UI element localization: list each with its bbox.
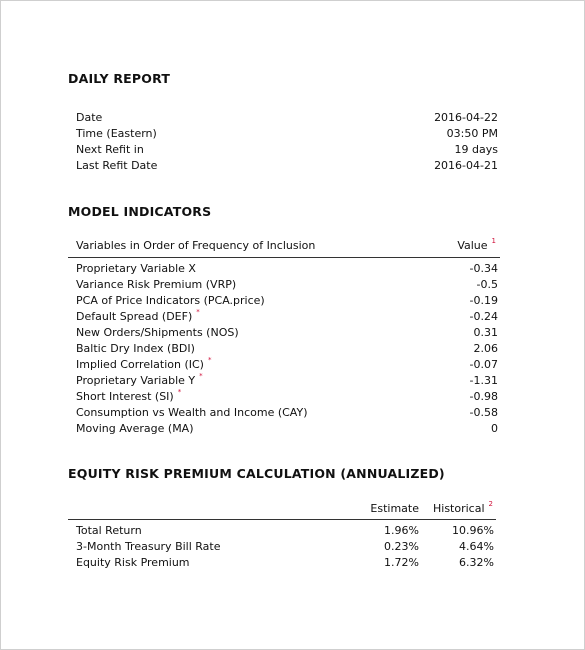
daily-report-title: DAILY REPORT xyxy=(68,71,171,86)
table-row xyxy=(76,262,498,278)
indicators-header-divider xyxy=(68,257,500,258)
indicator-label xyxy=(76,358,211,371)
indicator-label xyxy=(76,374,203,387)
asterisk-marker: * xyxy=(196,308,200,316)
indicator-name: Short Interest (SI) xyxy=(76,390,174,403)
table-row xyxy=(76,374,498,390)
table-row xyxy=(76,326,498,342)
table-row xyxy=(76,406,498,422)
table-row xyxy=(76,390,498,406)
table-row xyxy=(76,342,498,358)
indicator-name: Moving Average (MA) xyxy=(76,422,194,435)
report-row-value: 19 days xyxy=(454,143,498,156)
column-header-estimate: Estimate xyxy=(370,502,419,515)
column-header-variables: Variables in Order of Frequency of Inclusion xyxy=(76,239,316,252)
asterisk-marker: * xyxy=(207,356,212,364)
indicator-name: New Orders/Shipments (NOS) xyxy=(76,326,239,339)
report-row-next-refit xyxy=(76,143,498,159)
erp-row-estimate: 0.23% xyxy=(384,540,419,553)
column-header-value xyxy=(457,239,496,252)
erp-row-label: 3-Month Treasury Bill Rate xyxy=(76,540,221,553)
indicators-table-header xyxy=(76,239,498,255)
indicator-label xyxy=(76,262,200,275)
indicator-label xyxy=(76,326,243,339)
indicator-label xyxy=(76,422,198,435)
column-header-historical-text: Historical xyxy=(433,502,485,515)
table-row xyxy=(76,310,498,326)
table-row xyxy=(76,422,498,438)
report-row-label: Time (Eastern) xyxy=(76,127,157,140)
erp-row-estimate: 1.96% xyxy=(384,524,419,537)
table-row xyxy=(76,358,498,374)
report-row-value: 2016-04-21 xyxy=(434,159,498,172)
table-row xyxy=(76,524,494,540)
indicator-value: 0.31 xyxy=(473,326,498,339)
report-row-label: Next Refit in xyxy=(76,143,144,156)
indicator-value: 0 xyxy=(491,422,498,435)
indicator-name: Variance Risk Premium (VRP) xyxy=(76,278,237,291)
report-row-value: 03:50 PM xyxy=(446,127,498,140)
indicator-label xyxy=(76,342,199,355)
indicator-value: -1.31 xyxy=(469,374,498,387)
report-row-value: 2016-04-22 xyxy=(434,111,498,124)
indicator-name: Implied Correlation (IC) xyxy=(76,358,204,371)
erp-title: EQUITY RISK PREMIUM CALCULATION (ANNUALIZED) xyxy=(68,466,445,481)
report-row-time xyxy=(76,127,498,143)
indicator-value: -0.24 xyxy=(469,310,498,323)
table-row xyxy=(76,540,494,556)
erp-header-divider xyxy=(68,519,496,520)
erp-row-label: Total Return xyxy=(76,524,142,537)
table-row xyxy=(76,278,498,294)
indicator-value: -0.5 xyxy=(476,278,498,291)
indicator-label xyxy=(76,406,311,419)
erp-row-label: Equity Risk Premium xyxy=(76,556,190,569)
indicator-value: -0.07 xyxy=(469,358,498,371)
indicator-value: -0.58 xyxy=(469,406,498,419)
indicator-name: PCA of Price Indicators (PCA.price) xyxy=(76,294,265,307)
indicator-label xyxy=(76,390,181,403)
asterisk-marker: * xyxy=(199,372,203,380)
table-row xyxy=(76,294,498,310)
indicator-name: Proprietary Variable Y xyxy=(76,374,196,387)
model-indicators-title: MODEL INDICATORS xyxy=(68,204,212,219)
report-row-label: Last Refit Date xyxy=(76,159,158,172)
indicator-name: Proprietary Variable X xyxy=(76,262,196,275)
footnote-marker: 1 xyxy=(491,237,496,245)
indicator-name: Default Spread (DEF) xyxy=(76,310,193,323)
column-header-value-text: Value xyxy=(457,239,488,252)
asterisk-marker: * xyxy=(177,388,182,396)
indicator-name: Consumption vs Wealth and Income (CAY) xyxy=(76,406,308,419)
erp-row-historical: 4.64% xyxy=(459,540,494,553)
report-row-label: Date xyxy=(76,111,103,124)
footnote-marker: 2 xyxy=(488,500,493,508)
table-row xyxy=(76,556,494,572)
erp-row-estimate: 1.72% xyxy=(384,556,419,569)
indicator-value: 2.06 xyxy=(473,342,498,355)
report-row-last-refit xyxy=(76,159,498,175)
indicator-name: Baltic Dry Index (BDI) xyxy=(76,342,195,355)
erp-row-historical: 6.32% xyxy=(459,556,494,569)
column-header-historical xyxy=(433,502,493,515)
indicator-label xyxy=(76,310,200,323)
indicator-value: -0.34 xyxy=(469,262,498,275)
indicator-label xyxy=(76,278,240,291)
indicator-label xyxy=(76,294,269,307)
erp-row-historical: 10.96% xyxy=(452,524,494,537)
indicator-value: -0.98 xyxy=(469,390,498,403)
report-row-date xyxy=(76,111,498,127)
indicator-value: -0.19 xyxy=(469,294,498,307)
